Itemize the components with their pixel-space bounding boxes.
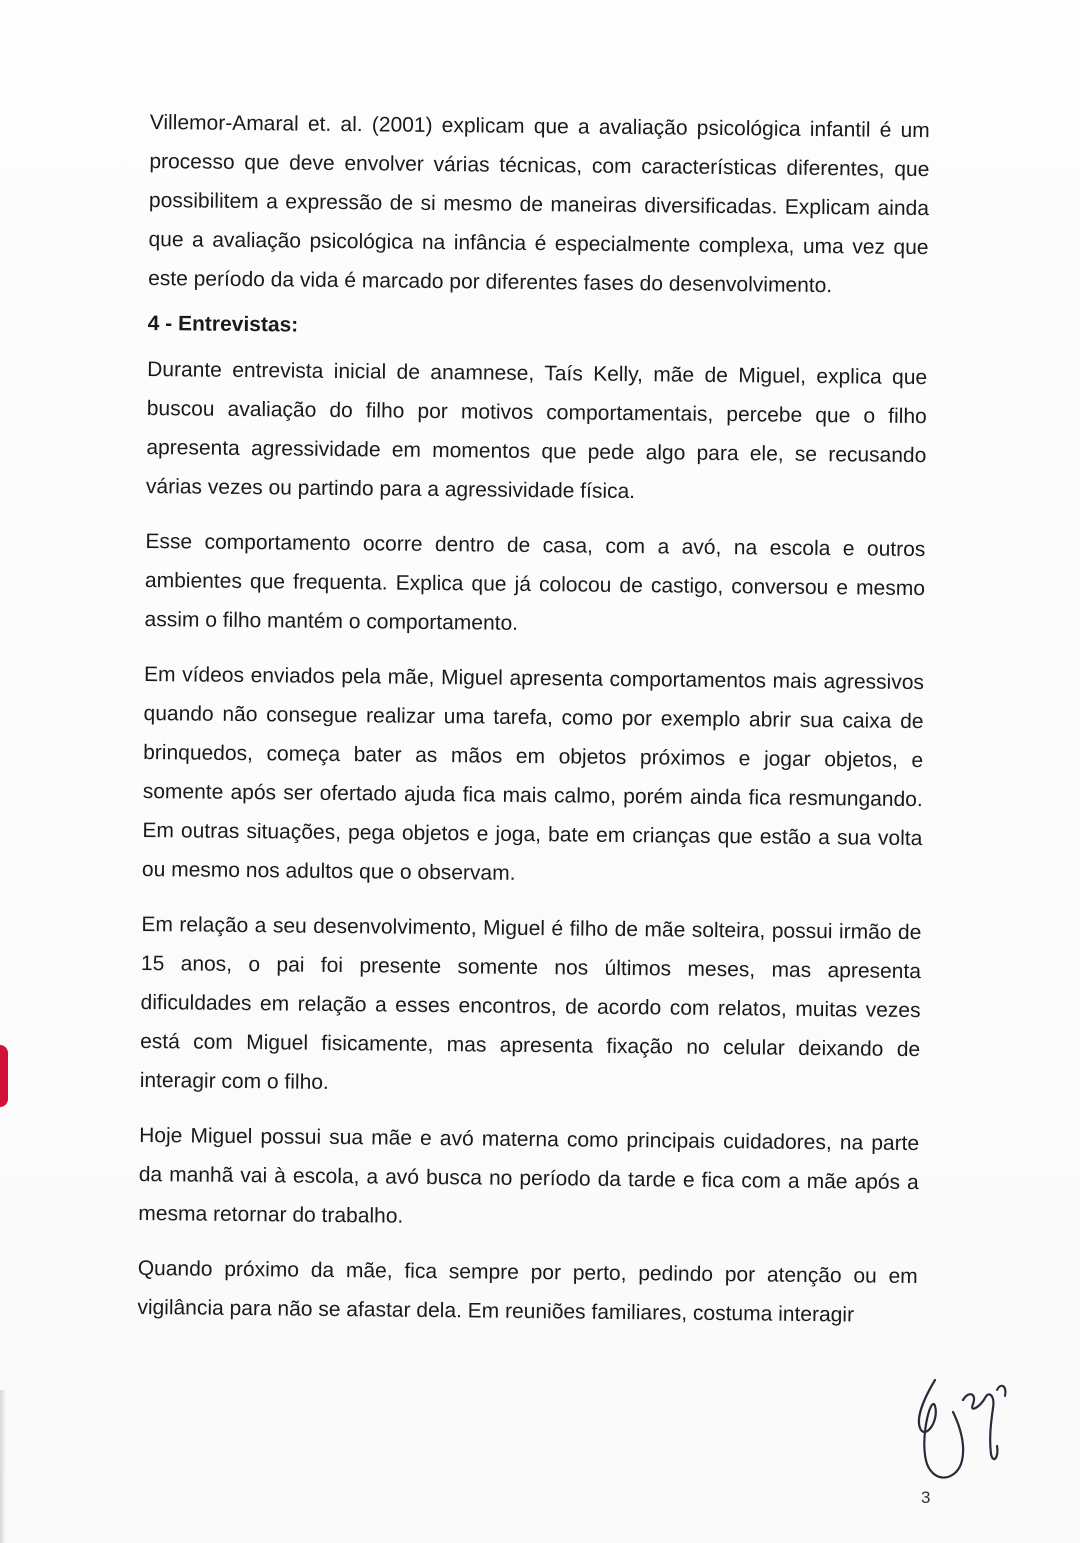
scan-edge-shadow <box>0 1390 6 1543</box>
intro-paragraph: Villemor-Amaral et. al. (2001) explicam que a avaliação psicológica infantil é um processo que deve envolver várias técnicas, com características diferentes, que possibilitem a expressão de si mesmo de maneiras diversificadas. Explicam ainda que a avaliação psicológica na infância é especialmente complexa, uma vez que este período da vida é marcado por diferentes fases do desenvolvimento. <box>148 110 930 298</box>
page-number: 3 <box>921 1488 931 1507</box>
body-paragraph: Durante entrevista inicial de anamnese, Taís Kelly, mãe de Miguel, explica que buscou avaliação do filho por motivos comportamentais, percebe que o filho apresenta agressividade em momentos que pede algo para ele, se recusando várias vezes ou partindo para a agressividade física. <box>145 357 928 504</box>
handwritten-signature <box>905 1360 1015 1490</box>
scan-edge-mark <box>0 1045 8 1107</box>
body-paragraph: Hoje Miguel possui sua mãe e avó materna como principais cuidadores, na parte da manhã vai à escola, a avó busca no período da tarde e fica com a mãe após a mesma retornar do trabalho. <box>138 1123 920 1228</box>
document-body <box>137 103 930 1335</box>
section-heading: 4 - Entrevistas: <box>147 311 299 337</box>
body-paragraph: Esse comportamento ocorre dentro de casa, com a avó, na escola e outros ambientes que frequenta. Explica que já colocou de castigo, conversou e mesmo assim o filho mantém o comportamento. <box>144 529 926 635</box>
body-paragraph: Quando próximo da mãe, fica sempre por perto, pedindo por atenção ou em vigilância para não se afastar dela. Em reuniões familiares, costuma interagir <box>137 1256 918 1327</box>
body-paragraph: Em relação a seu desenvolvimento, Miguel é filho de mãe solteira, possui irmão de 15 anos, o pai foi presente somente nos últimos meses, mas apresenta dificuldades em relação a esses encontros, de acordo com relatos, muitas vezes está com Miguel fisicamente, mas apresenta fixação no celular deixando de interagir com o filho. <box>139 912 922 1094</box>
body-paragraph: Em vídeos enviados pela mãe, Miguel apresenta comportamentos mais agressivos quando não consegue realizar uma tarefa, como por exemplo abrir sua caixa de brinquedos, começa bater as mãos em objetos próximos e jogar objetos, e somente após ser ofertado ajuda fica mais calmo, porém ainda fica resmungando. Em outras situações, pega objetos e joga, bate em crianças que estão a sua volta ou mesmo nos adultos que o observam. <box>141 662 925 885</box>
